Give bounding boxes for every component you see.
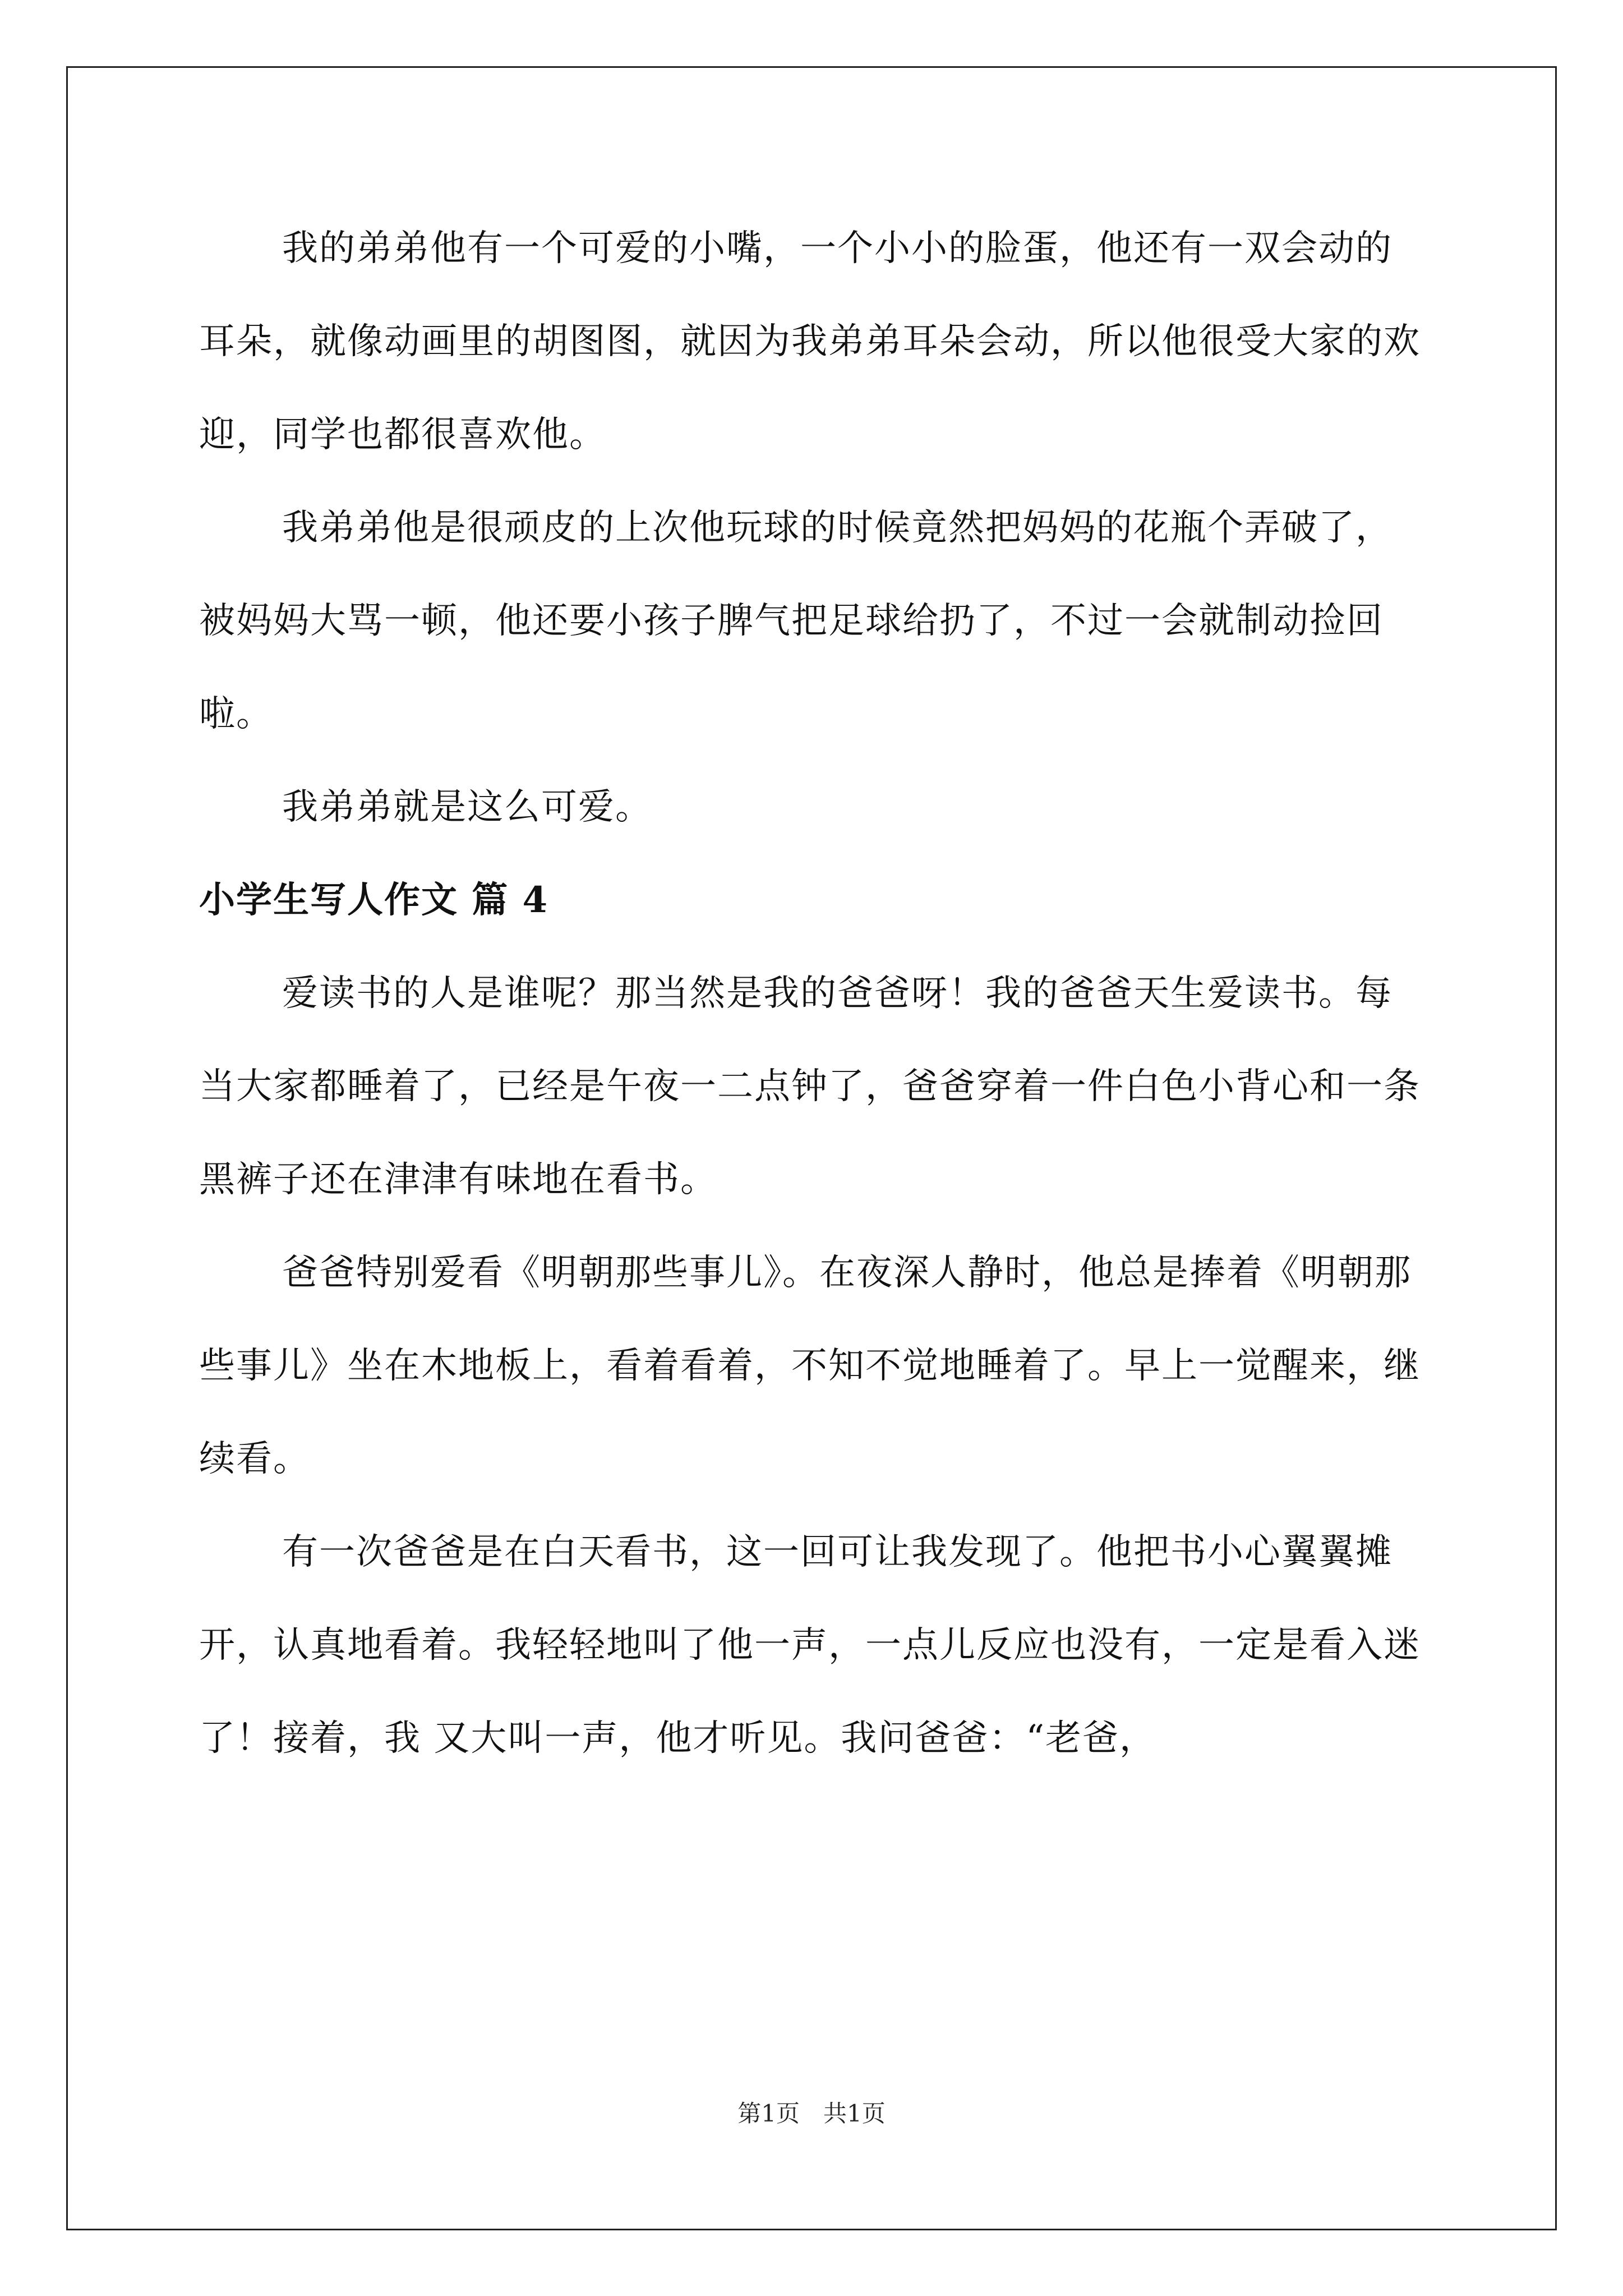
- document-body: [199, 202, 1427, 1785]
- paragraph: 爸爸特别爱看《明朝那些事儿》。在夜深人静时，他总是捧着《明朝那些事儿》坐在木地板上，看着看着，不知不觉地睡着了。早上一觉醒来，继续看。: [199, 1252, 1421, 1480]
- paragraph: 我弟弟他是很顽皮的上次他玩球的时候竟然把妈妈的花瓶个弄破了，被妈妈大骂一顿，他还要小孩子脾气把足球给扔了，不过一会就制动捡回啦。: [199, 507, 1393, 735]
- paragraph: 爱读书的人是谁呢？那当然是我的爸爸呀！我的爸爸天生爱读书。每当大家都睡着了，已经是午夜一二点钟了，爸爸穿着一件白色小背心和一条黑裤子还在津津有味地在看书。: [199, 973, 1421, 1200]
- paragraph: 我的弟弟他有一个可爱的小嘴，一个小小的脸蛋，他还有一双会动的耳朵，就像动画里的胡图图，就因为我弟弟耳朵会动，所以他很受大家的欢迎，同学也都很喜欢他。: [199, 228, 1421, 455]
- section-heading: 小学生写人作文 篇 4: [199, 879, 549, 921]
- page-number-footer: 第1页 共1页: [737, 2100, 886, 2127]
- paragraph: 有一次爸爸是在白天看书，这一回可让我发现了。他把书小心翼翼摊开，认真地看着。我轻轻地叫了他一声，一点儿反应也没有，一定是看入迷了！接着，我 又大叫一声，他才听见。我问爸爸：“老爸，: [199, 1531, 1421, 1759]
- paragraph: 我弟弟就是这么可爱。: [282, 786, 652, 828]
